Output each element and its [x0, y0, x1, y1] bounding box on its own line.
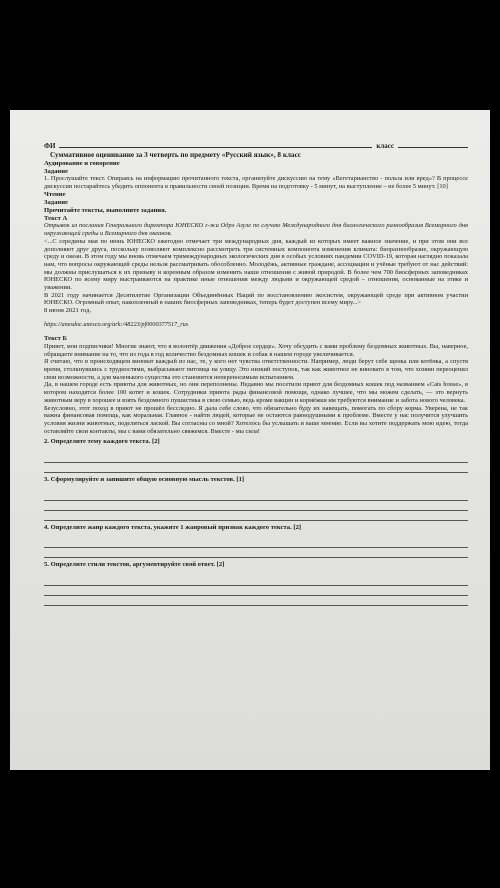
- question-4-text: 4. Определите жанр каждого текста, укажите 1 жанровый признак каждого текста. [2]: [44, 523, 302, 531]
- text-b-paragraph-3: Да, в нашем городе есть приюты для животных, но они переполнены. Недавно мы посетили приют для бездомных кошек под названием «Cats house», в котором находятся более 100 котят и кошек. Сотрудники приюта рады финансовой помощи, однако лучшее, что мы можем сделать, — это вернуть животным веру в хорошее и взять бездомного пушистика в свою семью, ведь кроме вакцин и кормёжки им требуются внимание и забота нового человека.: [44, 381, 468, 404]
- text-a-label: Текст А: [44, 214, 68, 222]
- text-a-body-2: В 2021 году начинается Десятилетие Организации Объединённых Наций по восстановлению экосистем, окружающей среде при активном участии ЮНЕСКО. Огромный опыт, накопленный в наших биосферных заповедниках, теперь будет доступен всему миру...>: [44, 291, 468, 307]
- question-4: [44, 524, 468, 559]
- text-b-label: Текст Б: [44, 335, 67, 343]
- reading-instruction: Прочитайте тексты, выполните задания.: [44, 206, 167, 214]
- name-blank-line: [59, 142, 372, 148]
- text-b-paragraph-1: Привет, мои подписчики! Многие знают, что я волонтёр движения «Доброе сердце». Хочу обсудить с вами проблему бездомных животных. Вы, наверное, обращаете внимание на то, что из года в год количество бездомных кошек и собак в нашем городе увеличивается.: [44, 342, 468, 358]
- answer-line[interactable]: [44, 538, 468, 548]
- question-5-text: 5. Определите стили текстов, аргументируйте свой ответ. [2]: [44, 561, 225, 569]
- answer-line[interactable]: [44, 586, 468, 596]
- page-title: Суммативное оценивание за 3 четверть по предмету «Русский язык», 8 класс: [50, 151, 301, 159]
- text-b-paragraph-4: Безусловно, этот поход в приют не прошёл бесследно. Я дала себе слово, что обязательно буду их навещать, помогать по сбору корма. Уверена, не так важна финансовая помощь, как моральная. Главное - найти людей, которые не остаются равнодушными к проблеме. Вместе у нас получится улучшить условия жизни животных, поделиться лаской. Вы согласны со мной? Хотелось бы услышать и ваше мнение. Если вы хотите поддержать мою идею, тогда оставляйте свои контакты, мы с вами обязательно свяжемся. Вместе - мы сила!: [44, 404, 468, 435]
- answer-line[interactable]: [44, 576, 468, 586]
- question-2: [44, 438, 468, 473]
- class-blank-line: [398, 142, 468, 148]
- fi-label: ФИ: [44, 142, 56, 150]
- answer-line[interactable]: [44, 548, 468, 558]
- answer-line[interactable]: [44, 596, 468, 606]
- task-1-text: 1. Прослушайте текст. Опираясь на информацию прочитанного текста, организуйте дискуссию на тему «Вегетарианство - польза или вред»? В процессе дискуссии постарайтесь убедить оппонента в правильности своей позиции. Время на подготовку - 5 минут, на выступление – не более 5 минут. [10]: [44, 175, 468, 191]
- task-label-1: Задание: [44, 167, 68, 175]
- answer-line[interactable]: [44, 501, 468, 511]
- task-label-2: Задание: [44, 198, 68, 206]
- answer-line[interactable]: [44, 491, 468, 501]
- question-5: [44, 561, 468, 606]
- section-reading: Чтение: [44, 190, 66, 198]
- section-listening: Аудирование и говорение: [44, 159, 120, 167]
- question-3: [44, 476, 468, 521]
- answer-line[interactable]: [44, 453, 468, 463]
- text-a-intro: Отрывок из послания Генерального директора ЮНЕСКО г-жи Одрэ Азуле по случаю Международного дня биологического разнообразия Всемирного дня окружающей среды и Всемирного дня океанов.: [44, 222, 468, 238]
- answer-line[interactable]: [44, 511, 468, 521]
- text-a-body: <...С середины мая по июнь ЮНЕСКО ежегодно отмечает три международных дня, каждый из которых имеет важное значение, и при этом они все дополняют друг друга, поскольку позволяют комплексно рассмотреть три системных компонента изменения климата: биоразнообразие, окружающую среду и океан. В этом году мы вновь отмечаем тримеждународных экологических дня в особых условиях пандемии COVID-19, которая наглядно показала нам, что вопросы окружающей среды нельзя рассматривать обособленно. Молодёжь, активные граждане, ассоциации и учёные требуют от нас действий: мы должны прислушаться к их призыву и коренным образом изменить наши отношения с живой природой. В более чем 700 биосферных заповедниках ЮНЕСКО по всему миру выстраиваются на практике иные отношения между людьми и окружающей средой – отношения, основанные на этике и уважении.: [44, 237, 468, 292]
- answer-line[interactable]: [44, 463, 468, 473]
- text-a-source-link[interactable]: https://unesdoc.unesco.org/ark:/48223/pf0000377517_rus: [44, 321, 189, 329]
- question-3-text: 3. Сформулируйте и запишите общую основную мысль текстов. [1]: [44, 475, 245, 483]
- class-label: класс: [376, 142, 394, 150]
- text-b-paragraph-2: Я считаю, что в происходящем виноват каждый из нас, те, у кого нет чувства ответственности. Например, люди берут себе щенка или котёнка, а спустя время, столкнувшись с трудностями, выбрасывают питомца на улицу. Это низкий поступок, так как животное не виновато в том, что хозяин переоценил свои возможности, а для маленького существа это становится непереносимым испытанием.: [44, 358, 468, 381]
- header-row: [44, 142, 468, 150]
- question-2-text: 2. Определите тему каждого текста. [2]: [44, 438, 160, 446]
- worksheet-paper: [10, 110, 490, 770]
- text-a-date: 8 июня 2021 год.: [44, 307, 92, 315]
